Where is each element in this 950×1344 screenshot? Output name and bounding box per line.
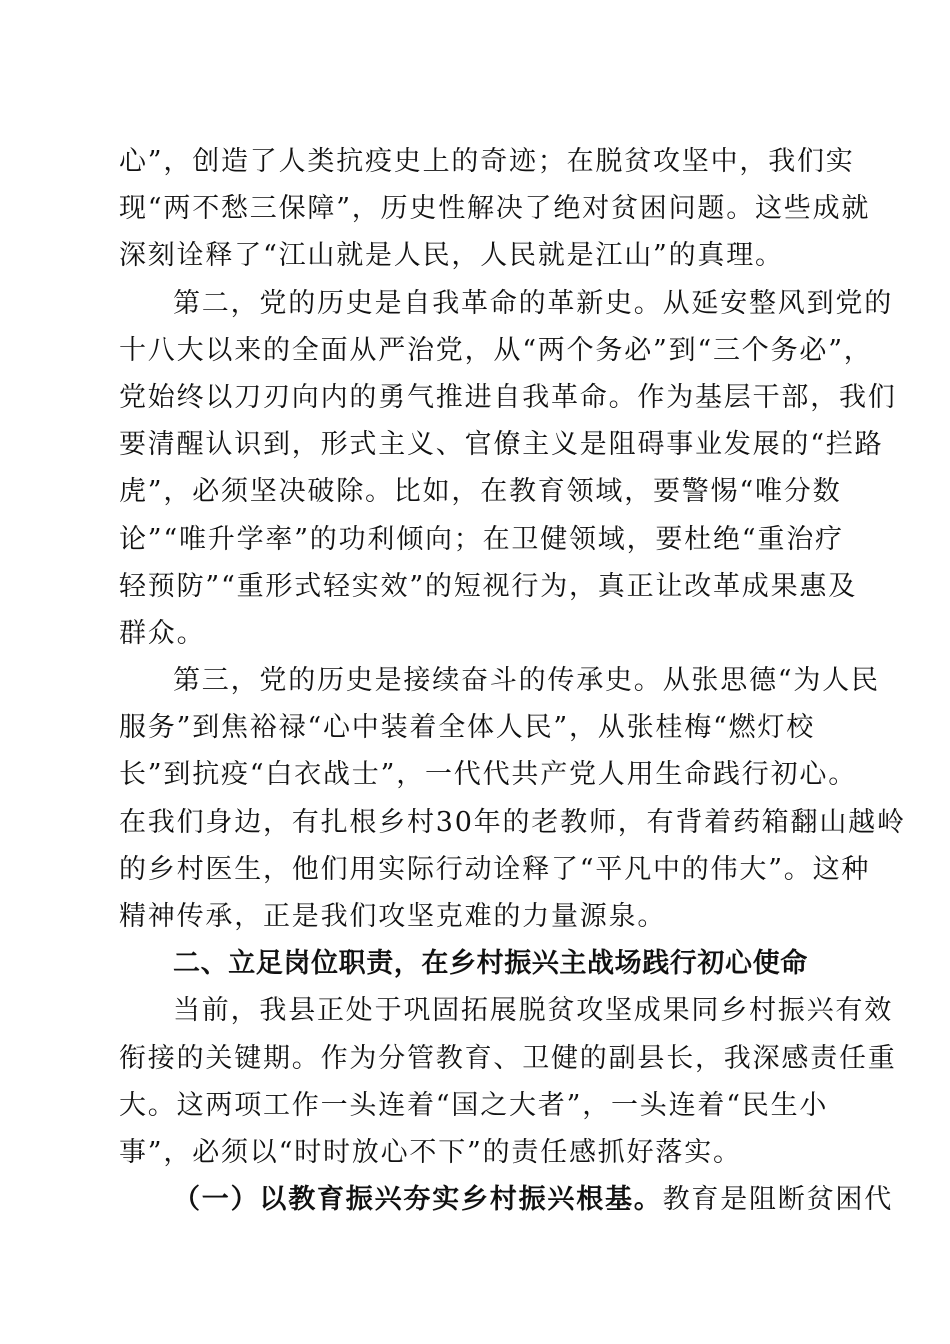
paragraph-start-line: 第二，党的历史是自我革命的革新史。从延安整风到党的 xyxy=(173,287,893,319)
text-line: 事”，必须以“时时放心不下”的责任感抓好落实。 xyxy=(119,1136,742,1168)
text-line: 现“两不愁三保障”，历史性解决了绝对贫困问题。这些成就 xyxy=(119,193,871,225)
text-line: 服务”到焦裕禄“心中装着全体人民”，从张桂梅“燃灯校 xyxy=(119,712,816,744)
text-line: 衔接的关键期。作为分管教育、卫健的副县长，我深感责任重 xyxy=(119,1042,897,1074)
paragraph-start-line: 第三，党的历史是接续奋斗的传承史。从张思德“为人民 xyxy=(173,665,880,697)
text-line: 要清醒认识到，形式主义、官僚主义是阻碍事业发展的“拦路 xyxy=(119,429,884,461)
text-line: 论”“唯升学率”的功利倾向；在卫健领域，要杜绝“重治疗 xyxy=(119,523,844,555)
text-line: 长”到抗疫“白衣战士”，一代代共产党人用生命践行初心。 xyxy=(119,759,858,791)
text-line: 在我们身边，有扎根乡村30年的老教师，有背着药箱翻山越岭 xyxy=(119,806,906,838)
text-line: 的乡村医生，他们用实际行动诠释了“平凡中的伟大”。这种 xyxy=(119,853,871,885)
subsection-heading: （一）以教育振兴夯实乡村振兴根基。 xyxy=(173,1184,663,1216)
text-line: 心”，创造了人类抗疫史上的奇迹；在脱贫攻坚中，我们实 xyxy=(119,146,855,177)
text-line: 十八大以来的全面从严治党，从“两个务必”到“三个务必”， xyxy=(119,334,873,366)
text-line: 虎”，必须坚决破除。比如，在教育领域，要警惕“唯分数 xyxy=(119,476,842,508)
text-line: 大。这两项工作一头连着“国之大者”，一头连着“民生小 xyxy=(119,1089,829,1121)
text-line: 轻预防”“重形式轻实效”的短视行为，真正让改革成果惠及 xyxy=(119,570,858,602)
text-line: 群众。 xyxy=(119,617,206,649)
text-line: 深刻诠释了“江山就是人民，人民就是江山”的真理。 xyxy=(119,240,784,272)
paragraph-start-line: 当前，我县正处于巩固拓展脱贫攻坚成果同乡村振兴有效 xyxy=(173,995,893,1027)
text-line: 精神传承，正是我们攻坚克难的力量源泉。 xyxy=(119,901,667,932)
subsection-line xyxy=(119,1176,894,1223)
document-body xyxy=(119,138,906,1223)
section-heading: 二、立足岗位职责，在乡村振兴主战场践行初心使命 xyxy=(173,948,808,980)
subsection-text: 教育是阻断贫困代 xyxy=(662,1184,894,1216)
text-line: 党始终以刀刃向内的勇气推进自我革命。作为基层干部，我们 xyxy=(119,381,897,413)
